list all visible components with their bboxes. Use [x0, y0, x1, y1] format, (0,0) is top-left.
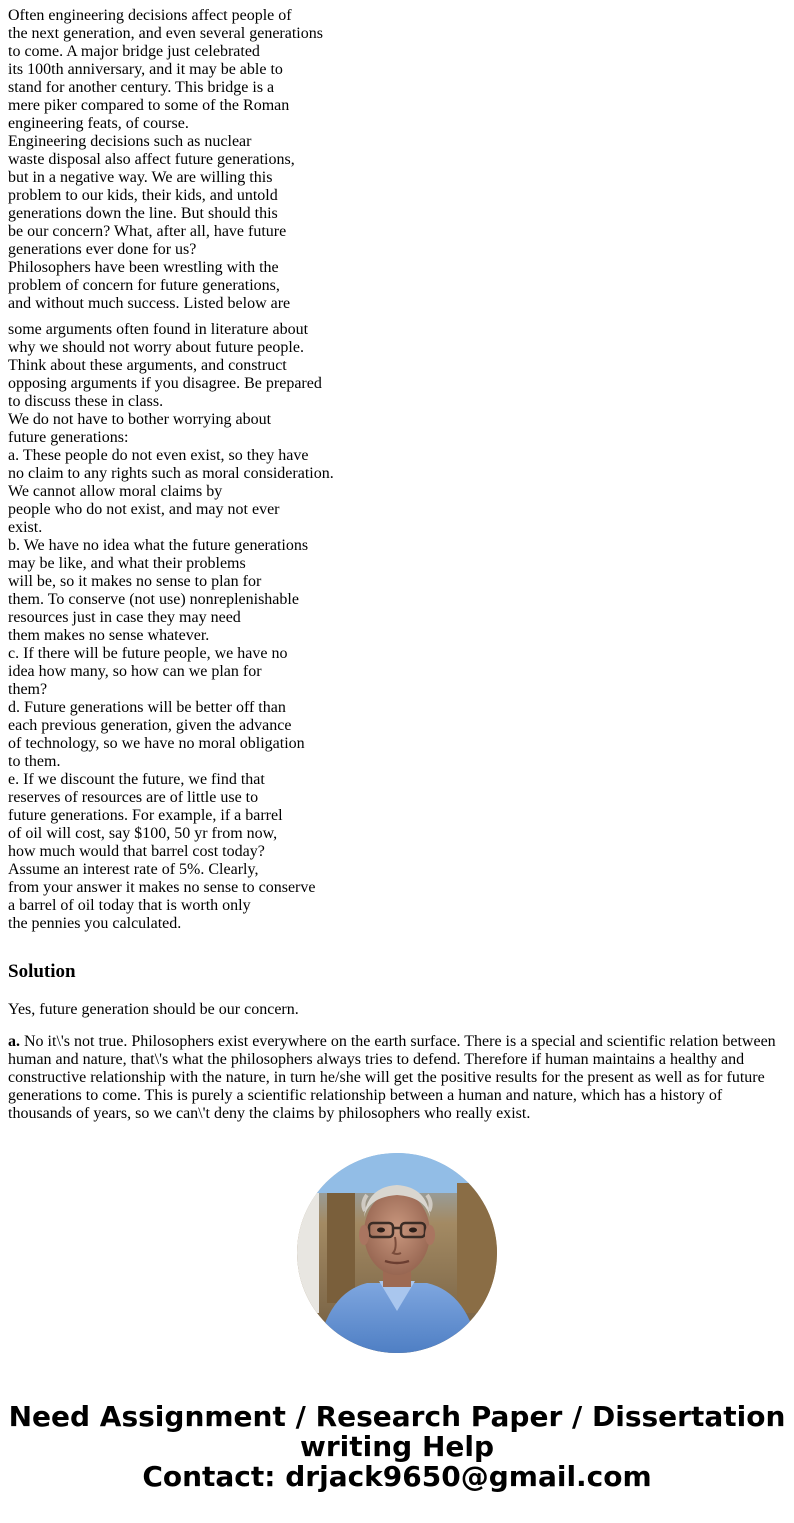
question-line: may be like, and what their problems — [8, 555, 246, 572]
solution-heading: Solution — [8, 961, 76, 982]
question-line: some arguments often found in literature about — [8, 321, 309, 338]
question-line: of oil will cost, say $100, 50 yr from now, — [8, 825, 278, 842]
question-line: and without much success. Listed below are — [8, 295, 291, 312]
question-line: resources just in case they may need — [8, 609, 241, 626]
question-line: of technology, so we have no moral obligation — [8, 735, 305, 752]
question-line: to come. A major bridge just celebrated — [8, 43, 260, 60]
question-line: future generations. For example, if a barrel — [8, 807, 283, 824]
question-line: engineering feats, of course. — [8, 115, 189, 132]
question-line: stand for another century. This bridge is a — [8, 79, 275, 96]
question-line: We do not have to bother worrying about — [8, 411, 272, 428]
answer-a-text: No it\'s not true. Philosophers exist everywhere on the earth surface. There is a special and scientific relation between human and nature, that\'s what the philosophers always tries to defend. Therefore if human maintains a healthy and constructive relationship with the nature, in turn he/she will get the positive results for the present as well as for future generations to come. This is purely a scientific relationship between a human and nature, which has a history of thousands of years, so we can\'t deny the claims by philosophers who really exist. — [8, 1033, 776, 1122]
question-line: will be, so it makes no sense to plan for — [8, 573, 262, 590]
solution-section — [8, 961, 786, 1141]
question-line: Think about these arguments, and construct — [8, 357, 287, 374]
question-line: people who do not exist, and may not ever — [8, 501, 280, 518]
question-text — [8, 7, 788, 933]
question-line: to them. — [8, 753, 61, 770]
question-line: its 100th anniversary, and it may be able to — [8, 61, 283, 78]
question-line: the next generation, and even several generations — [8, 25, 323, 42]
avatar-portrait-image — [297, 1153, 497, 1353]
question-line: no claim to any rights such as moral consideration. — [8, 465, 334, 482]
question-line: mere piker compared to some of the Roman — [8, 97, 290, 114]
question-line: Assume an interest rate of 5%. Clearly, — [8, 861, 259, 878]
question-line: them? — [8, 681, 48, 698]
question-line: a. These people do not even exist, so they have — [8, 447, 309, 464]
question-line: c. If there will be future people, we have no — [8, 645, 288, 662]
question-line: a barrel of oil today that is worth only — [8, 897, 251, 914]
question-line: to discuss these in class. — [8, 393, 164, 410]
question-line: the pennies you calculated. — [8, 915, 182, 932]
question-line: how much would that barrel cost today? — [8, 843, 265, 860]
question-line: Often engineering decisions affect people of — [8, 7, 292, 24]
question-line: but in a negative way. We are willing this — [8, 169, 273, 186]
question-paragraph-1 — [8, 7, 788, 313]
question-line: b. We have no idea what the future generations — [8, 537, 309, 554]
question-line: Philosophers have been wrestling with the — [8, 259, 279, 276]
question-line: why we should not worry about future people. — [8, 339, 304, 356]
question-line: problem to our kids, their kids, and untold — [8, 187, 278, 204]
promo-line-1: Need Assignment / Research Paper / Dissertation — [8, 1400, 786, 1433]
promo-contact: Contact: drjack9650@gmail.com — [142, 1460, 652, 1493]
solution-intro: Yes, future generation should be our concern. — [8, 1001, 299, 1018]
paragraph-gap — [8, 313, 788, 321]
question-line: generations down the line. But should this — [8, 205, 278, 222]
author-avatar — [297, 1153, 497, 1353]
question-line: generations ever done for us? — [8, 241, 197, 258]
question-line: We cannot allow moral claims by — [8, 483, 223, 500]
promo-banner — [0, 1402, 794, 1492]
question-line: them makes no sense whatever. — [8, 627, 210, 644]
question-line: exist. — [8, 519, 43, 536]
question-line: problem of concern for future generations, — [8, 277, 280, 294]
question-line: reserves of resources are of little use to — [8, 789, 259, 806]
question-line: them. To conserve (not use) nonreplenishable — [8, 591, 299, 608]
question-line: from your answer it makes no sense to conserve — [8, 879, 316, 896]
question-line: waste disposal also affect future generations, — [8, 151, 295, 168]
question-line: be our concern? What, after all, have future — [8, 223, 287, 240]
question-line: Engineering decisions such as nuclear — [8, 133, 252, 150]
question-line: future generations: — [8, 429, 129, 446]
promo-line-2: writing Help — [299, 1430, 495, 1463]
question-line: d. Future generations will be better off than — [8, 699, 286, 716]
answer-a-label: a. — [8, 1033, 20, 1050]
question-line: opposing arguments if you disagree. Be prepared — [8, 375, 322, 392]
question-line: idea how many, so how can we plan for — [8, 663, 262, 680]
question-paragraph-2 — [8, 321, 788, 933]
answer-a — [8, 1033, 786, 1141]
question-line: each previous generation, given the advance — [8, 717, 292, 734]
question-line: e. If we discount the future, we find that — [8, 771, 265, 788]
